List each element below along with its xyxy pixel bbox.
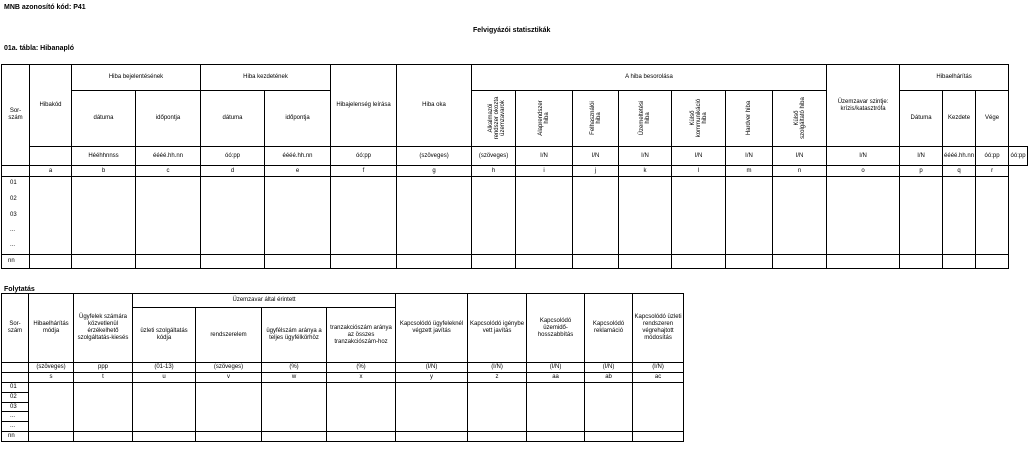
row-number: 02 xyxy=(2,393,28,403)
col-hibakod: Hibakód xyxy=(30,65,72,147)
table-1-title: 01a. tábla: Hibanapló xyxy=(4,45,75,52)
format-cell: I/N xyxy=(900,147,943,166)
row-number: ... xyxy=(10,242,16,248)
row-numbers xyxy=(2,383,29,432)
format-cell: (%) xyxy=(327,363,396,373)
col2-ugyfelek: Ügyfelek számára közvetlenül érzékelhető szolgáltatás-kiesés xyxy=(74,294,133,363)
col-cat-kulso-szolgaltato: Külső szolgáltató hiba xyxy=(773,91,827,147)
fmt-blank xyxy=(2,363,29,373)
data-cell[interactable] xyxy=(633,383,684,432)
data-cell[interactable] xyxy=(196,383,262,432)
format-cell: óó:pp xyxy=(1009,147,1028,166)
data-cell[interactable] xyxy=(527,383,585,432)
data-cell[interactable] xyxy=(331,177,397,255)
column-letter: u xyxy=(133,373,196,383)
data-cell[interactable] xyxy=(201,255,265,269)
col2-sorszam: Sor- szám xyxy=(2,294,29,363)
column-letter: g xyxy=(397,166,472,177)
letter-blank xyxy=(2,373,29,383)
column-letter: k xyxy=(619,166,672,177)
row-numbers xyxy=(2,177,30,255)
column-letter: h xyxy=(472,166,516,177)
format-cell: (I/N) xyxy=(585,363,633,373)
col2-ugyfelszam: ügyfélszám aránya a teljes ügyfélkörhöz xyxy=(262,308,327,363)
data-cell[interactable] xyxy=(397,255,472,269)
data-cell[interactable] xyxy=(976,255,1009,269)
col-datum2: Dátuma xyxy=(900,91,943,147)
data-cell[interactable] xyxy=(619,255,672,269)
data-cell[interactable] xyxy=(136,255,201,269)
col-kezd-datuma: dátuma xyxy=(201,91,265,147)
data-cell[interactable] xyxy=(573,255,619,269)
column-letter: y xyxy=(396,373,468,383)
data-cell[interactable] xyxy=(943,177,976,255)
col2-erintett: Üzemzavar által érintett xyxy=(133,294,396,308)
col2-modja: Hibaelhárítás módja xyxy=(29,294,74,363)
data-cell[interactable] xyxy=(397,177,472,255)
data-cell[interactable] xyxy=(29,383,74,432)
row-number-last: nn xyxy=(2,255,30,269)
data-cell[interactable] xyxy=(72,255,136,269)
column-letter: x xyxy=(327,373,396,383)
format-cell: éééé.hh.nn xyxy=(943,147,976,166)
column-letter: f xyxy=(331,166,397,177)
col2-hossz: Kapcsolódó üzemidő-hosszabbítás xyxy=(527,294,585,363)
col2-rendszer: rendszerelem xyxy=(196,308,262,363)
format-cell: I/N xyxy=(827,147,900,166)
column-letter: m xyxy=(726,166,773,177)
row-number: 02 xyxy=(10,196,17,202)
col-besorolas: A hiba besorolása xyxy=(472,65,827,91)
format-cell: I/N xyxy=(619,147,672,166)
row-number: 03 xyxy=(10,212,17,218)
data-cell[interactable] xyxy=(396,383,468,432)
format-cell: éééé.hh.nn xyxy=(136,147,201,166)
data-cell[interactable] xyxy=(633,431,684,441)
data-cell[interactable] xyxy=(827,255,900,269)
format-cell: (01-13) xyxy=(133,363,196,373)
data-cell[interactable] xyxy=(773,177,827,255)
letter-blank xyxy=(2,166,30,177)
column-letter: s xyxy=(29,373,74,383)
col-cat-alaprendszer: Alaprendszer hiba xyxy=(516,91,573,147)
format-cell: éééé.hh.nn xyxy=(265,147,331,166)
data-cell[interactable] xyxy=(472,177,516,255)
data-cell[interactable] xyxy=(74,431,133,441)
col-bej-datuma: dátuma xyxy=(72,91,136,147)
data-cell[interactable] xyxy=(773,255,827,269)
column-letter: z xyxy=(468,373,527,383)
column-letter: v xyxy=(196,373,262,383)
row-number: 01 xyxy=(2,383,28,393)
data-cell[interactable] xyxy=(672,255,726,269)
col-cat-felhasznaloi: Felhasználói hiba xyxy=(573,91,619,147)
col-szint: Üzemzavar szintje: krízis/katasztrófa xyxy=(827,65,900,147)
data-cell[interactable] xyxy=(331,255,397,269)
data-cell[interactable] xyxy=(619,177,672,255)
column-letter: a xyxy=(30,166,72,177)
continuation-table xyxy=(1,293,684,442)
col-cat-uzemeltetesi: Üzemeltetési hiba xyxy=(619,91,672,147)
col-bej-idopontja: időpontja xyxy=(136,91,201,147)
format-cell: I/N xyxy=(573,147,619,166)
data-cell[interactable] xyxy=(74,383,133,432)
data-cell[interactable] xyxy=(472,255,516,269)
data-cell[interactable] xyxy=(943,255,976,269)
col-kezd-idopontja: időpontja xyxy=(265,91,331,147)
column-letter: r xyxy=(976,166,1009,177)
data-cell[interactable] xyxy=(396,431,468,441)
column-letter: ab xyxy=(585,373,633,383)
format-cell: I/N xyxy=(726,147,773,166)
data-cell[interactable] xyxy=(585,431,633,441)
row-number: 01 xyxy=(10,180,17,186)
column-letter: w xyxy=(262,373,327,383)
format-cell: I/N xyxy=(672,147,726,166)
data-cell[interactable] xyxy=(585,383,633,432)
data-cell[interactable] xyxy=(468,383,527,432)
data-cell[interactable] xyxy=(262,431,327,441)
data-cell[interactable] xyxy=(72,177,136,255)
page-title: Felvigyázói statisztikák xyxy=(473,27,551,34)
table-2-title: Folytatás xyxy=(4,286,35,293)
column-letter: o xyxy=(827,166,900,177)
data-cell[interactable] xyxy=(976,177,1009,255)
data-cell[interactable] xyxy=(265,177,331,255)
data-cell[interactable] xyxy=(573,177,619,255)
data-cell[interactable] xyxy=(327,431,396,441)
data-cell[interactable] xyxy=(196,431,262,441)
data-cell[interactable] xyxy=(30,177,72,255)
col2-javitas: Kapcsolódó ügyfeleknél végzett javítás xyxy=(396,294,468,363)
format-cell: I/N xyxy=(516,147,573,166)
error-log-table xyxy=(1,64,1028,269)
col-elharitas: Hibaelhárítás xyxy=(900,65,1009,91)
format-cell: (I/N) xyxy=(633,363,684,373)
format-cell: ppp xyxy=(74,363,133,373)
format-cell: óó:pp xyxy=(201,147,265,166)
col2-szolg: üzleti szolgáltatás kódja xyxy=(133,308,196,363)
data-cell[interactable] xyxy=(672,177,726,255)
col-cat-kulso-kommunikacio: Külső kommunikáció hiba xyxy=(672,91,726,147)
column-letter: l xyxy=(672,166,726,177)
data-cell[interactable] xyxy=(30,255,72,269)
column-letter: c xyxy=(136,166,201,177)
column-letter: j xyxy=(573,166,619,177)
column-letter: aa xyxy=(527,373,585,383)
data-cell[interactable] xyxy=(726,255,773,269)
data-cell[interactable] xyxy=(468,431,527,441)
column-letter: e xyxy=(265,166,331,177)
data-cell[interactable] xyxy=(726,177,773,255)
col2-modositas: Kapcsolódó üzleti rendszeren végrehajtott módosítás xyxy=(633,294,684,363)
column-letter: n xyxy=(773,166,827,177)
column-letter: ac xyxy=(633,373,684,383)
data-cell[interactable] xyxy=(827,177,900,255)
format-cell: (szöveges) xyxy=(29,363,74,373)
col-oka: Hiba oka xyxy=(397,65,472,147)
data-cell[interactable] xyxy=(136,177,201,255)
data-cell[interactable] xyxy=(516,177,573,255)
format-cell: (szöveges) xyxy=(397,147,472,166)
data-cell[interactable] xyxy=(900,177,943,255)
column-letter: q xyxy=(943,166,976,177)
data-cell[interactable] xyxy=(900,255,943,269)
format-cell: Hééhhnnss xyxy=(72,147,136,166)
row-number: ... xyxy=(2,412,28,422)
data-cell[interactable] xyxy=(133,383,196,432)
col-kezdete: Kezdete xyxy=(943,91,976,147)
institution-code: MNB azonosító kód: P41 xyxy=(4,4,86,11)
format-cell: (szöveges) xyxy=(472,147,516,166)
row-number: ... xyxy=(10,227,16,233)
format-cell: I/N xyxy=(773,147,827,166)
col-bejelentes: Hiba bejelentésének xyxy=(72,65,201,91)
col-leiras: Hibajelenség leírása xyxy=(331,65,397,147)
format-cell: (I/N) xyxy=(396,363,468,373)
format-cell: (I/N) xyxy=(468,363,527,373)
fmt-blank xyxy=(30,147,72,166)
col-sorszam: Sor- szám xyxy=(2,65,30,166)
row-number-last: nn xyxy=(2,431,29,441)
col-cat-hardver: Hardver hiba xyxy=(726,91,773,147)
data-cell[interactable] xyxy=(133,431,196,441)
column-letter: d xyxy=(201,166,265,177)
data-cell[interactable] xyxy=(527,431,585,441)
data-cell[interactable] xyxy=(29,431,74,441)
col2-rekl: Kapcsolódó reklamáció xyxy=(585,294,633,363)
format-cell: óó:pp xyxy=(331,147,397,166)
format-cell: (%) xyxy=(262,363,327,373)
data-cell[interactable] xyxy=(262,383,327,432)
column-letter: b xyxy=(72,166,136,177)
column-letter: p xyxy=(900,166,943,177)
data-cell[interactable] xyxy=(516,255,573,269)
col-cat-alkalmazoi: Alkalmazói rendszer okozta üzemzavarok xyxy=(472,91,516,147)
format-cell: (szöveges) xyxy=(196,363,262,373)
col-vege: Vége xyxy=(976,91,1009,147)
row-number: 03 xyxy=(2,403,28,413)
col2-igenybe: Kapcsolódó igénybe vett javítás xyxy=(468,294,527,363)
col2-tranz: tranzakciószám aránya az összes tranzakciószám-hoz xyxy=(327,308,396,363)
column-letter: i xyxy=(516,166,573,177)
format-cell: (I/N) xyxy=(527,363,585,373)
column-letter: t xyxy=(74,373,133,383)
data-cell[interactable] xyxy=(265,255,331,269)
format-cell: óó:pp xyxy=(976,147,1009,166)
data-cell[interactable] xyxy=(201,177,265,255)
col-kezdet: Hiba kezdetének xyxy=(201,65,331,91)
data-cell[interactable] xyxy=(327,383,396,432)
row-number: ... xyxy=(10,423,16,430)
